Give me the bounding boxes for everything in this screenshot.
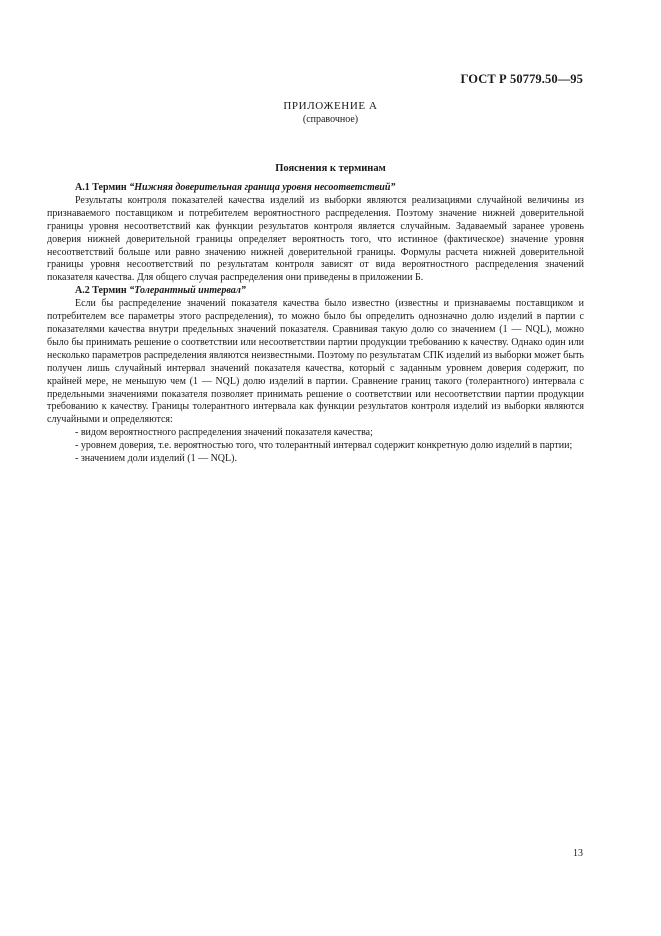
standard-code: ГОСТ Р 50779.50—95 (460, 72, 583, 86)
appendix-subtitle: (справочное) (302, 114, 359, 125)
term-heading-name: “Нижняя доверительная граница уровня несоответствий” (129, 182, 396, 193)
term-heading-a2 (47, 285, 584, 298)
term-paragraph-a2: Если бы распределение значений показателя качества было известно (известны и признаваемы поставщиком и потребителем все параметры этого распределения), то можно было бы определить однозначно долю изделий в партии с показателями качества внутри предельных значений показателя. Сравнивая такую долю со значением (1 — NQL), можно было бы принимать решение о соответствии или несоответствии партии продукции требованию к качеству. Однако один или несколько параметров распределения являются неизвестными. Поэтому по результатам СПК изделий из выборки может быть получен лишь случайный интервал значений показателя качества, который с заданным уровнем доверия содержит, по крайней мере, не меньшую чем (1 — NQL) долю изделий в партии. Сравнение границ такого (толерантного) интервала с предельными значениями показателя позволяет принимать решение о соответствии или несоответствии партии продукции требованию к качеству. Границы толерантного интервала как функции результатов контроля изделий из выборки являются случайными и определяются: (47, 298, 584, 426)
page-number: 13 (573, 848, 583, 859)
document-body (47, 182, 584, 466)
list-item: - видом вероятностного распределения значений показателя качества; (75, 427, 373, 439)
term-heading-prefix: А.1 Термин (75, 182, 127, 193)
list-item: - уровнем доверия, т.е. вероятностью того, что толерантный интервал содержит конкретную долю изделий в партии; (75, 440, 573, 452)
appendix-title: ПРИЛОЖЕНИЕ А (283, 100, 378, 112)
list-item: - значением доли изделий (1 — NQL). (75, 453, 237, 465)
term-heading-prefix: А.2 Термин (75, 285, 127, 297)
term-heading-a1 (47, 182, 584, 195)
appendix-heading (0, 100, 661, 126)
term-heading-name: “Толерантный интервал” (129, 285, 246, 297)
section-title: Пояснения к терминам (275, 163, 386, 174)
term-paragraph-a1: Результаты контроля показателей качества изделий из выборки являются реализациями случайной величины из признаваемого поставщиком и потребителем вероятностного распределения. Поэтому значение нижней доверительной границы уровня несоответствий как функции результатов контроля является случайным. Задаваемый заранее уровень доверия нижней доверительной границы определяет вероятность того, что истинное (фактическое) значение уровня несоответствий больше или равно значению нижней доверительной границы. Формулы расчета нижней доверительной границы уровня несоответствий по результатам контроля зависят от вида вероятностного распределения значений показателя качества. Для общего случая распределения они приведены в приложении Б. (47, 194, 584, 284)
